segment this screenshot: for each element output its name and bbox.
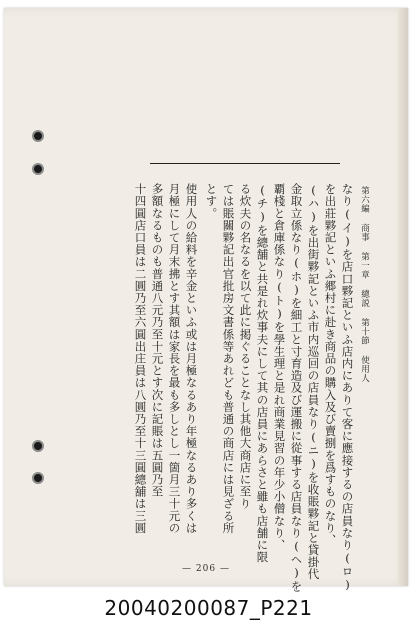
text-line: (チ)を總舗と共是れ炊事夫にして其の店員にあらさと雖も店舗に限 (255, 183, 270, 564)
text-line: 覇棧と倉庫係なり(ト)を學生理と是れ商業見習の年少小僧なり、 (272, 183, 287, 551)
text-line: 使用人の給料を辛金といふ或は月極なるあり年極なるあり多くは (184, 183, 199, 534)
page-number: — 206 — (182, 564, 230, 574)
running-header: 第六編 商事 第一章 總説 第十節 使用人 (359, 186, 370, 383)
document-page (4, 8, 408, 593)
text-line: 多額なるものも普通八元乃至十元とす次に記賬は五圓乃至 (150, 183, 165, 498)
text-line: 十四圓店口員は二圓乃至六圓出庄員は八圓乃至十三圓總舖は三圓 (133, 183, 148, 534)
page-edge-shadow (398, 8, 408, 586)
text-line: なり(イ)を店口夥記といふ店内にありて客に應接するの店員なり(ロ) (340, 183, 355, 593)
text-line: 月極にして月末拂とす其額は家長を最も多しとし一箇月三十元の (167, 183, 182, 534)
text-line: とす。 (204, 183, 219, 220)
archive-identifier: 20040200087_P221 (104, 596, 313, 620)
text-line: ては賬關夥記出官批房文書係等あれども普通の商店には見ざる所 (221, 183, 236, 534)
text-line: (ハ)を出街夥記といふ市内巡回の店員なり(ニ)を收賬夥記と貸掛代 (306, 183, 321, 581)
text-line: る炊夫の名なるを以て此に掲ぐることなし其他大商店に至り (238, 183, 253, 510)
binding-hole-icon (32, 440, 44, 452)
binding-hole-icon (32, 472, 44, 484)
text-line: を出莊夥記といふ郷村に赴き商品の購入及び賣捌を爲すものなり、 (323, 183, 338, 546)
binding-hole-icon (32, 130, 44, 142)
binding-hole-icon (32, 163, 44, 175)
section-divider (150, 163, 340, 164)
text-line: 金取立係なり(ホ)を細工と寸育造及び運搬に從事する店員なり(ヘ)を (289, 183, 304, 593)
